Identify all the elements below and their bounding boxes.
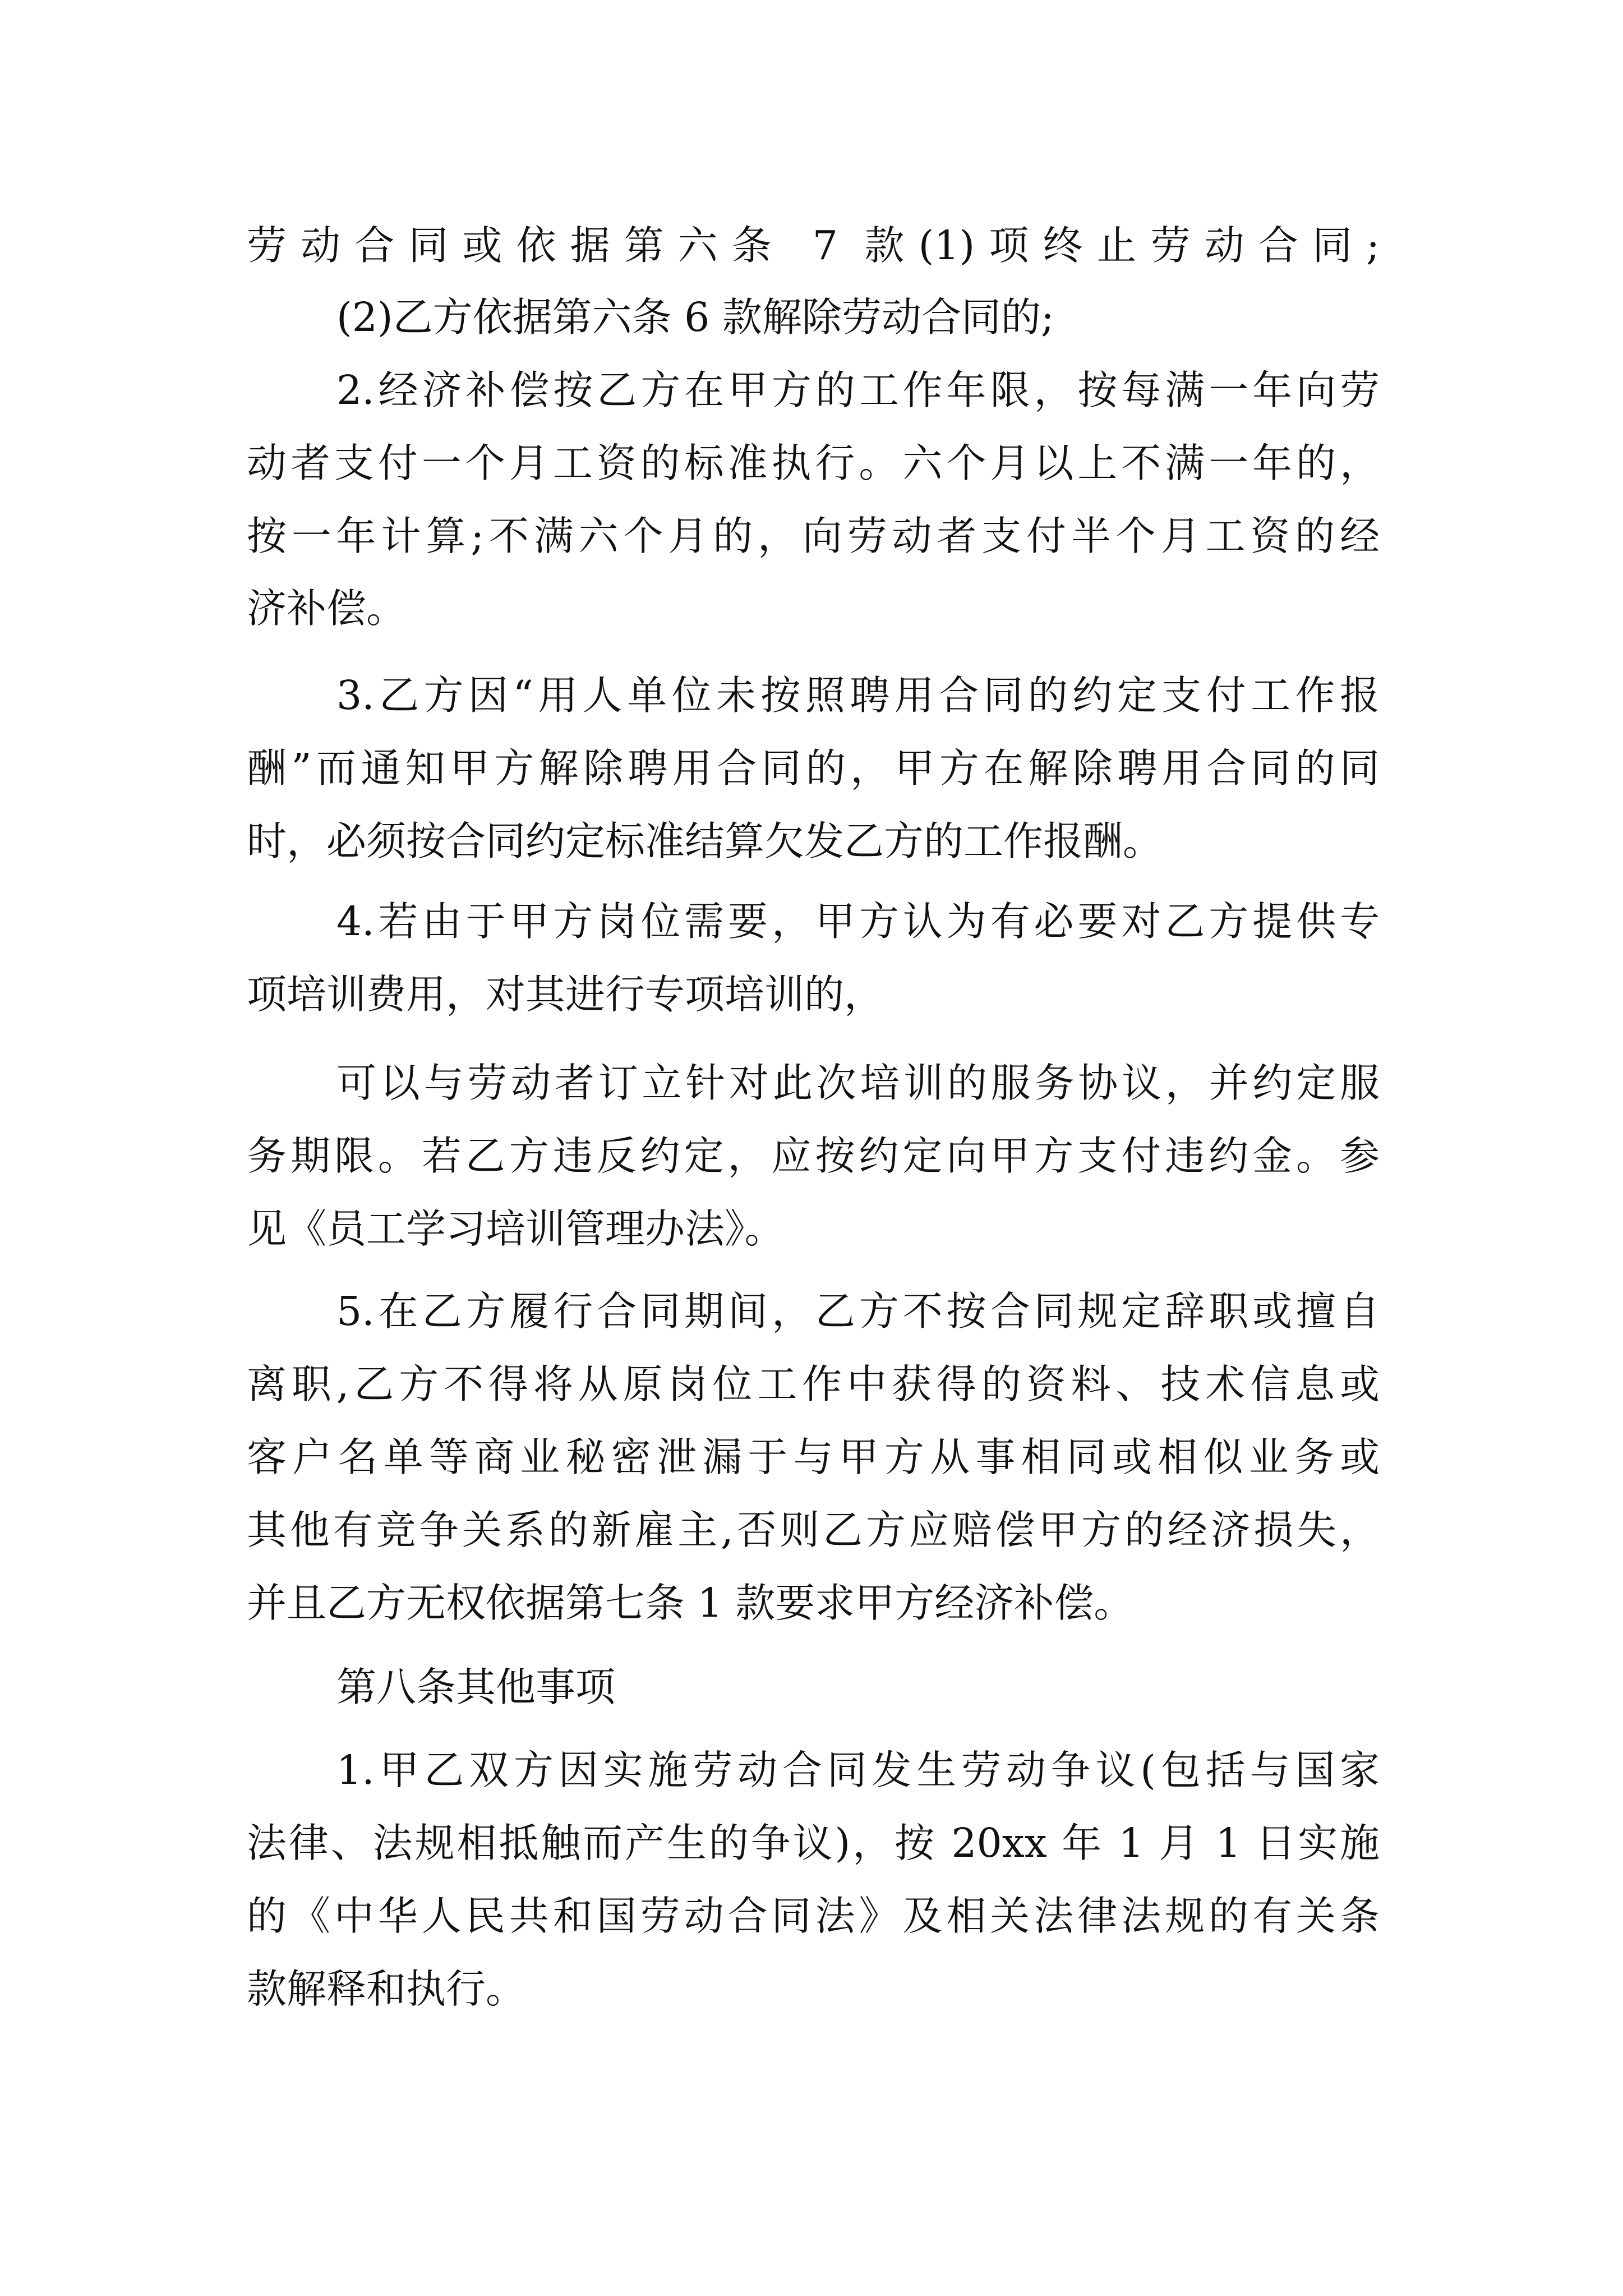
text-line-2: (2)乙方依据第六条 6 款解除劳动合同的; [336,294,1054,341]
text-line-11: 项培训费用，对其进行专项培训的， [247,971,884,1018]
text-line-5: 按一年计算;不满六个月的，向劳动者支付半个月工资的经 [247,513,1380,559]
text-line-17: 客户名单等商业秘密泄漏于与甲方从事相同或相似业务或 [247,1434,1380,1480]
text-line-6: 济补偿。 [247,585,407,632]
text-line-24: 款解释和执行。 [247,1966,526,2012]
text-line-18: 其他有竞争关系的新雇主,否则乙方应赔偿甲方的经济损失， [247,1507,1380,1553]
section-heading: 第八条其他事项 [336,1664,616,1710]
text-line-15: 5.在乙方履行合同期间，乙方不按合同规定辞职或擅自 [336,1288,1380,1335]
text-line-8: 酬”而通知甲方解除聘用合同的，甲方在解除聘用合同的同 [247,745,1380,792]
text-line-3: 2.经济补偿按乙方在甲方的工作年限，按每满一年向劳 [336,367,1380,413]
text-line-7: 3.乙方因“用人单位未按照聘用合同的约定支付工作报 [336,672,1380,719]
text-line-19: 并且乙方无权依据第七条 1 款要求甲方经济补偿。 [247,1580,1134,1626]
text-line-10: 4.若由于甲方岗位需要，甲方认为有必要对乙方提供专 [336,898,1380,945]
text-line-21: 1.甲乙双方因实施劳动合同发生劳动争议(包括与国家 [336,1747,1380,1793]
text-line-12: 可以与劳动者订立针对此次培训的服务协议，并约定服 [336,1060,1380,1106]
text-line-9: 时，必须按合同约定标准结算欠发乙方的工作报酬。 [247,818,1163,864]
text-line-14: 见《员工学习培训管理办法》。 [247,1205,785,1252]
text-line-4: 动者支付一个月工资的标准执行。六个月以上不满一年的， [247,440,1380,486]
text-line-16: 离职,乙方不得将从原岗位工作中获得的资料、技术信息或 [247,1361,1380,1407]
text-line-1: 劳动合同或依据第六条 7 款(1)项终止劳动合同; [247,222,1380,269]
text-line-13: 务期限。若乙方违反约定，应按约定向甲方支付违约金。参 [247,1133,1380,1179]
text-line-22: 法律、法规相抵触而产生的争议)，按 20xx 年 1 月 1 日实施 [247,1820,1380,1866]
text-line-23: 的《中华人民共和国劳动合同法》及相关法律法规的有关条 [247,1893,1380,1939]
